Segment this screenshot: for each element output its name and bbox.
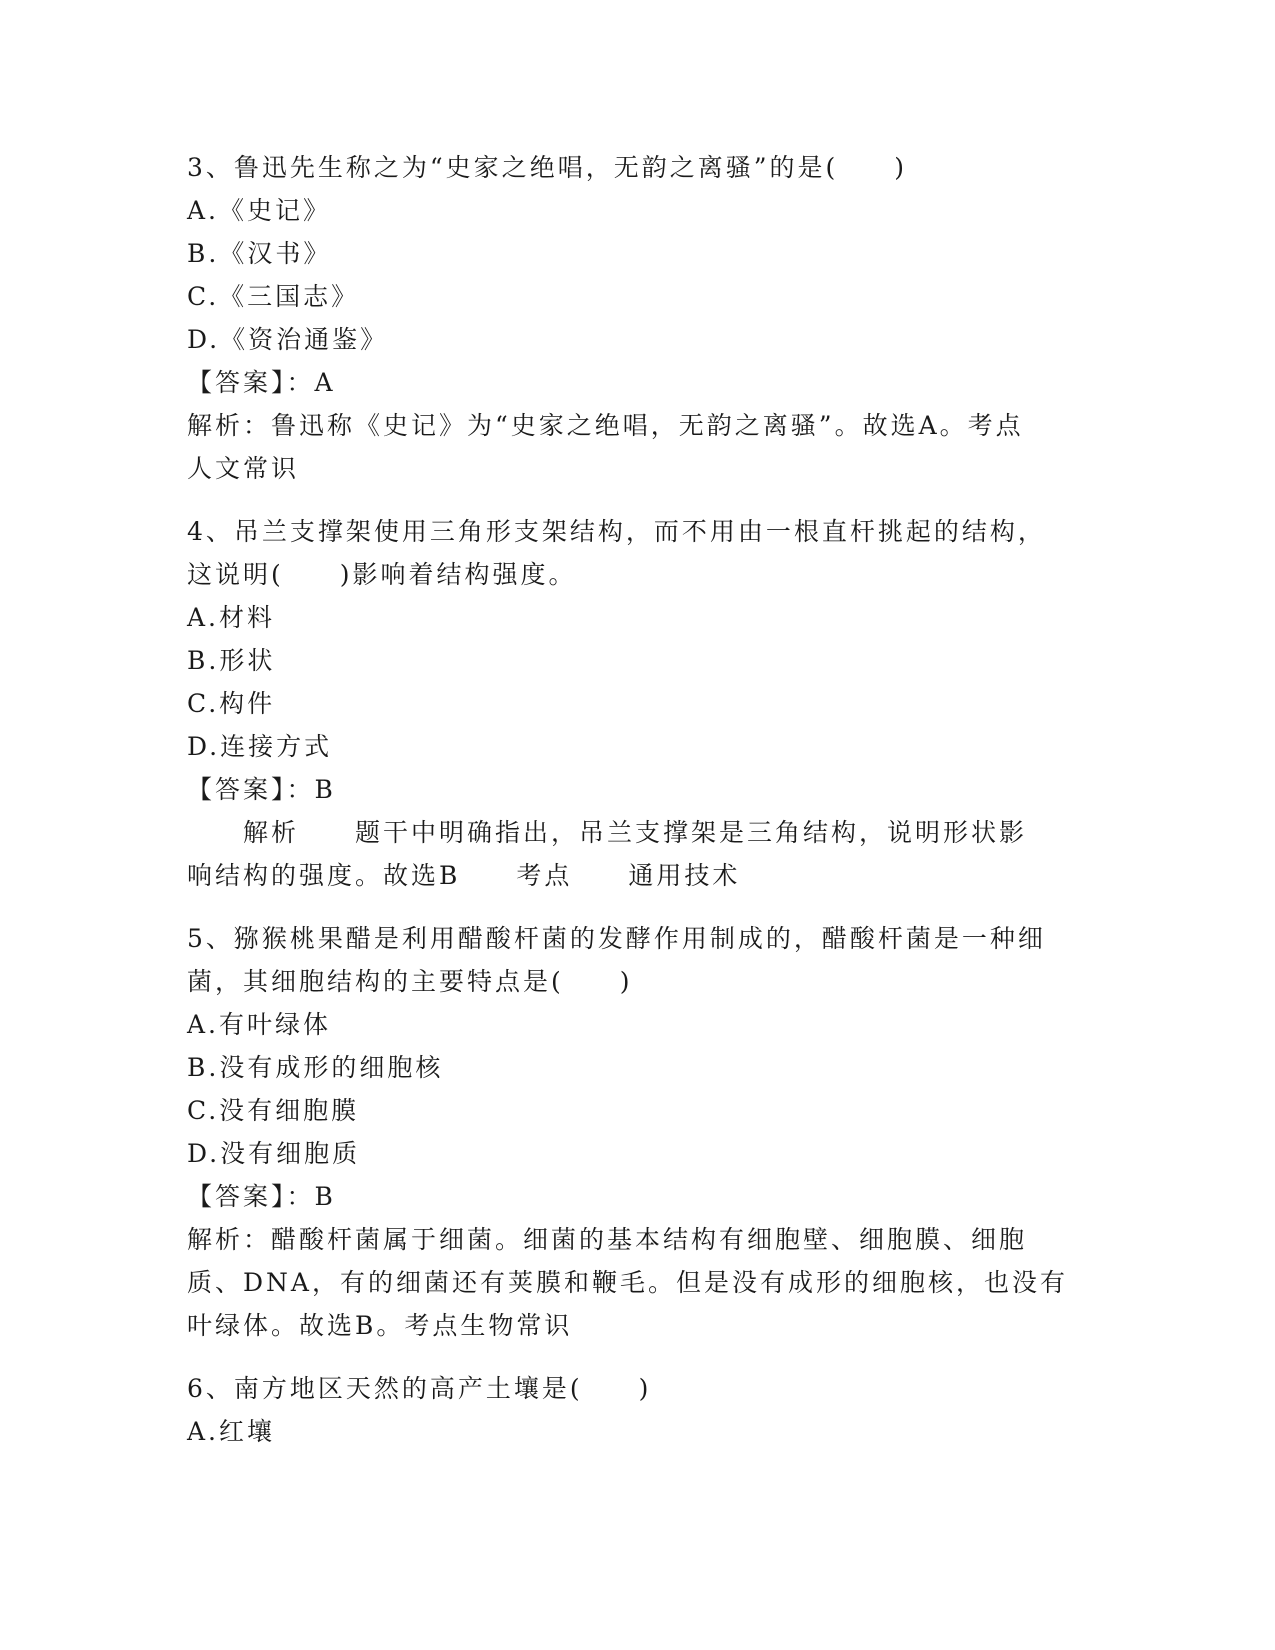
question-5-option-d: D.没有细胞质 <box>187 1139 361 1168</box>
question-5 <box>187 917 1087 1347</box>
question-3-option-c: C.《三国志》 <box>187 282 360 311</box>
question-3-stem-line-1: 3、鲁迅先生称之为“史家之绝唱，无韵之离骚”的是( ) <box>187 153 907 182</box>
question-5-analysis-line-2: 质、DNA，有的细菌还有荚膜和鞭毛。但是没有成形的细胞核，也没有 <box>187 1268 1068 1297</box>
question-4-stem-line-1: 4、吊兰支撑架使用三角形支架结构，而不用由一根直杆挑起的结构， <box>187 517 1046 546</box>
question-6-option-a: A.红壤 <box>187 1417 276 1446</box>
question-spacer <box>187 1347 1087 1367</box>
question-4 <box>187 510 1087 897</box>
question-3-analysis-line-1: 解析：鲁迅称《史记》为“史家之绝唱，无韵之离骚”。故选A。考点 <box>187 411 1024 440</box>
question-4-stem-line-2: 这说明( )影响着结构强度。 <box>187 560 577 589</box>
question-6-stem-line-1: 6、南方地区天然的高产土壤是( ) <box>187 1374 652 1403</box>
question-4-option-d: D.连接方式 <box>187 732 333 761</box>
question-5-option-a: A.有叶绿体 <box>187 1010 332 1039</box>
question-5-analysis-line-1: 解析：醋酸杆菌属于细菌。细菌的基本结构有细胞壁、细胞膜、细胞 <box>187 1225 1028 1254</box>
question-3-option-a: A.《史记》 <box>187 196 332 225</box>
question-5-answer: 【答案】：B <box>187 1182 336 1211</box>
question-5-stem-line-2: 菌，其细胞结构的主要特点是( ) <box>187 967 633 996</box>
question-3-analysis-line-2: 人文常识 <box>187 454 300 483</box>
question-4-analysis-line-2: 响结构的强度。故选B 考点 通用技术 <box>187 861 741 890</box>
question-6 <box>187 1367 1087 1453</box>
question-4-analysis-line-1: 解析 题干中明确指出，吊兰支撑架是三角结构，说明形状影 <box>187 818 1028 847</box>
question-list <box>187 146 1087 1453</box>
question-4-answer: 【答案】：B <box>187 775 336 804</box>
question-spacer <box>187 897 1087 917</box>
question-3-answer: 【答案】：A <box>187 368 336 397</box>
question-3-option-d: D.《资治通鉴》 <box>187 325 389 354</box>
question-5-option-c: C.没有细胞膜 <box>187 1096 360 1125</box>
question-5-analysis-line-3: 叶绿体。故选B。考点生物常识 <box>187 1311 573 1340</box>
question-4-option-b: B.形状 <box>187 646 276 675</box>
question-5-stem-line-1: 5、猕猴桃果醋是利用醋酸杆菌的发酵作用制成的，醋酸杆菌是一种细 <box>187 924 1046 953</box>
question-5-option-b: B.没有成形的细胞核 <box>187 1053 444 1082</box>
question-3-option-b: B.《汉书》 <box>187 239 332 268</box>
question-4-option-a: A.材料 <box>187 603 276 632</box>
question-3 <box>187 146 1087 490</box>
question-spacer <box>187 490 1087 510</box>
question-4-option-c: C.构件 <box>187 689 276 718</box>
